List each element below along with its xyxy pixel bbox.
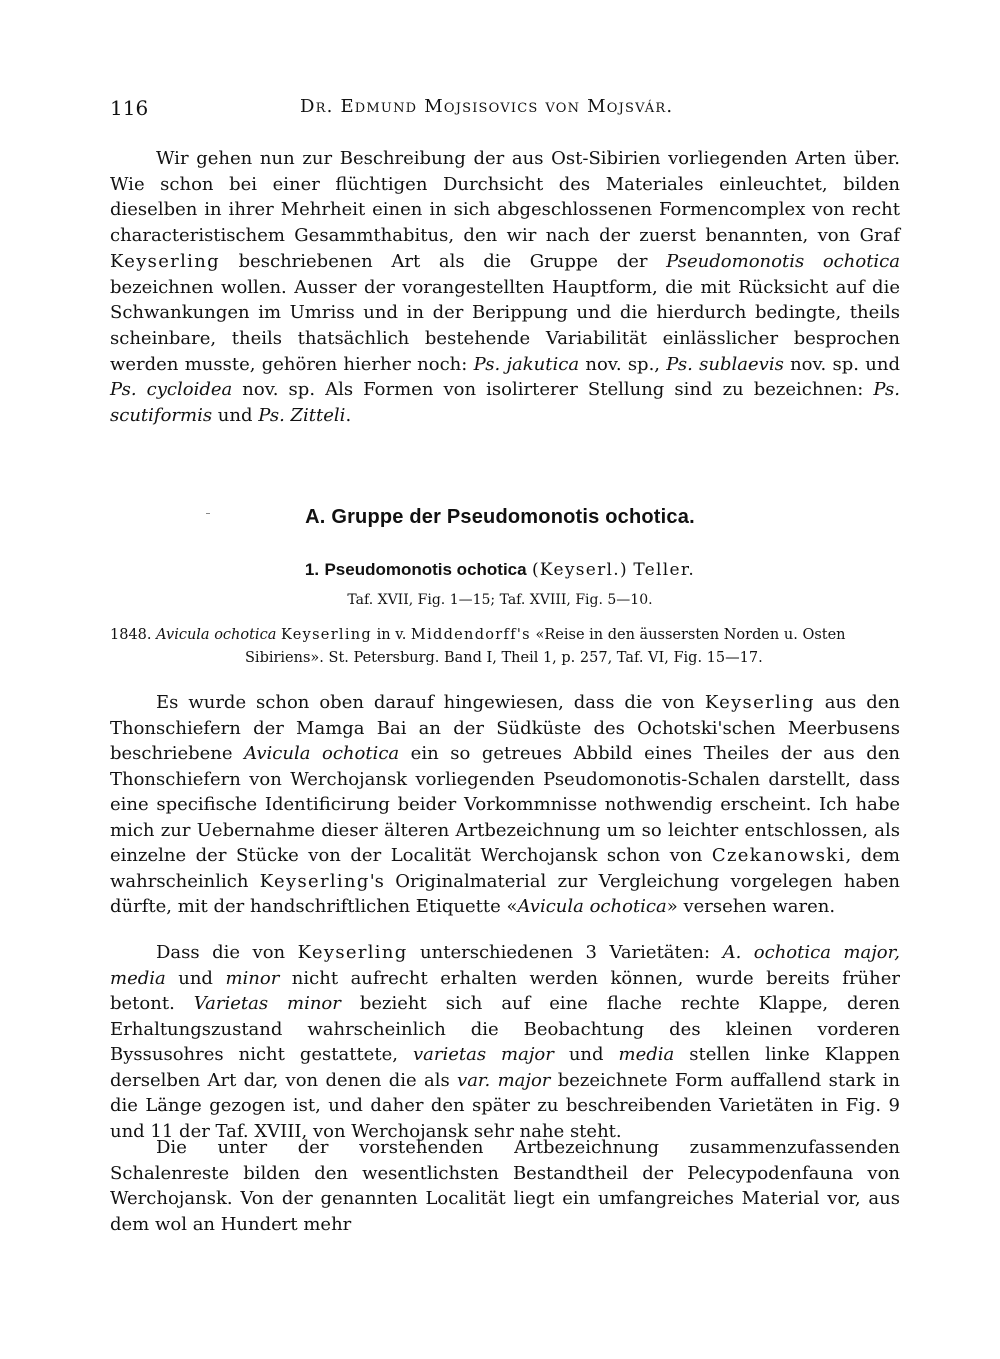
page-header (110, 96, 900, 126)
species-heading (0, 560, 1000, 580)
species-author-revising: Teller. (633, 560, 696, 580)
body-paragraph-3: Die unter der vorstehenden Artbezeichnung zusammenzufassenden Schalenreste bilden den wesentlichsten Bestandtheil der Pelecypodenfauna von Werchojansk. Von der genannten Localität liegt ein umfangreiches Material vor, aus dem wol an Hundert mehr (110, 1137, 900, 1235)
species-number: 1. (304, 560, 320, 579)
section-heading: A. Gruppe der Pseudomonotis ochotica. (305, 506, 695, 528)
synonymy-taxon: Avicula ochotica (156, 627, 277, 643)
running-head: Dr. Edmund Mojsisovics von Mojsvár. (300, 96, 674, 117)
synonymy-entry: 1848. Avicula ochotica Keyserling in v. Middendorff's «Reise in den äussersten Norden u. Osten Sibiriens». St. Petersburg. Band I, Theil 1, p. 257, Taf. VI, Fig. 15—17. (110, 627, 846, 666)
body-paragraph-1: Es wurde schon oben darauf hingewiesen, dass die von Keyserling aus den Thonschiefern der Mamga Bai an der Südküste des Ochotski'schen Meerbusens beschriebene Avicula ochotica ein so getreues Abbild eines Theiles der aus den Thonschiefern von Werchojansk vorliegenden Pseudomonotis-Schalen darstellt, dass eine specifische Identificirung beider Vorkommnisse nothwendig erscheint. Ich habe mich zur Uebernahme dieser älteren Artbezeichnung um so leichter entschlossen, als einzelne der Stücke von der Localität Werchojansk schon von Czekanowski, dem wahrscheinlich Keyserling's Originalmaterial zur Vergleichung vorgelegen haben dürfte, mit der handschriftlichen Etiquette «Avicula ochotica» versehen waren. (110, 692, 901, 917)
page-number: 116 (110, 96, 149, 120)
intro-paragraph: Wir gehen nun zur Beschreibung der aus Ost-Sibirien vorliegenden Arten über. Wie schon bei einer flüchtigen Durchsicht des Materiales einleuchtet, bilden dieselben in ihrer Mehrheit einen in sich abgeschlossenen Formencomplex von recht characteristischem Gesammthabitus, den wir nach der zuerst benannten, von Graf Keyserling beschriebenen Art als die Gruppe der Pseudomonotis ochotica bezeichnen wollen. Ausser der vorangestellten Hauptform, die mit Rücksicht auf die Schwankungen im Umriss und in der Berippung und die hierdurch bedingte, theils scheinbare, theils thatsächlich bestehende Variabilität einlässlicher besprochen werden musste, gehören hierher noch: Ps. jakutica nov. sp., Ps. sublaevis nov. sp. und Ps. cycloidea nov. sp. Als Formen von isolirterer Stellung sind zu bezeichnen: Ps. scutiformis und Ps. Zitteli. (110, 148, 901, 427)
synonymy-year: 1848. (110, 627, 152, 643)
plate-references: Taf. XVII, Fig. 1—15; Taf. XVIII, Fig. 5—10. (347, 592, 653, 608)
body-paragraph-2: Dass die von Keyserling unterschiedenen 3 Varietäten: A. ochotica major, media und minor nicht aufrecht erhalten werden können, wurde bereits früher betont. Varietas minor bezieht sich auf eine flache rechte Klappe, deren Erhaltungszustand wahrscheinlich die Beobachtung des kleinen vorderen Byssusohres nicht gestattete, varietas major und media stellen linke Klappen derselben Art dar, von denen die als var. major bezeichnete Form auffallend stark in die Länge gezogen ist, und daher den später zu beschreibenden Varietäten in Fig. 9 und 11 der Taf. XVIII, von Werchojansk sehr nahe steht. (110, 942, 901, 1142)
species-author-original: (Keyserl.) (532, 560, 628, 580)
species-name: Pseudomonotis ochotica (324, 560, 527, 579)
